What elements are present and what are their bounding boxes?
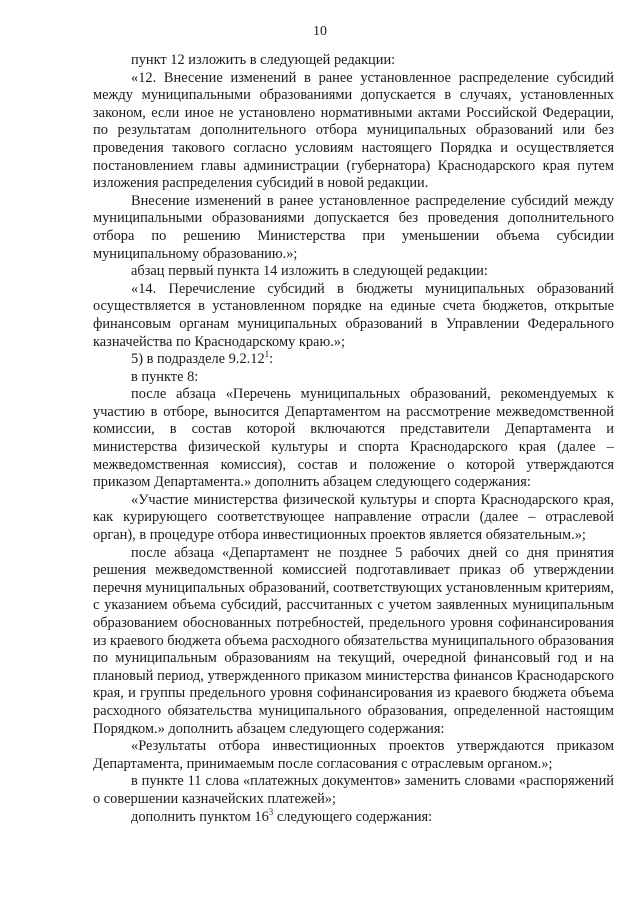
paragraph-6 [93,351,614,369]
paragraph-6-superscript: 1 [264,349,270,360]
paragraph-13-suffix: следующего содержания: [273,808,433,825]
document-body [93,52,614,826]
paragraph-12: в пункте 11 слова «платежных документов» заменить словами «распоряжений о совершении казначейских платежей»; [93,773,614,807]
page-number: 10 [313,24,327,39]
paragraph-7: в пункте 8: [131,368,199,385]
paragraph-1: пункт 12 изложить в следующей редакции: [131,52,396,68]
paragraph-13-text: дополнить пунктом 16 [131,808,269,825]
paragraph-2: «12. Внесение изменений в ранее установленное распределение субсидий между муниципальными образованиями допускается в случаях, установленных законом, если иное не установлено нормативными актами Российской Федерации, по результатам дополнительного отбора муниципальных образований или без проведения такового согласно условиям настоящего Порядка и осуществляется постановлением главы администрации (губернатора) Краснодарского края путем изложения распределения субсидий в новой редакции. [93,69,614,192]
paragraph-8: после абзаца «Перечень муниципальных образований, рекомендуемых к участию в отборе, выносится Департаментом на рассмотрение межведомственной комиссии, в состав которой включаются представители Департамента и министерства физической культуры и спорта Краснодарского края (далее – межведомственная комиссия), состав и положение о которой утверждаются приказом Департамента.» дополнить абзацем следующего содержания: [93,386,614,491]
paragraph-5: «14. Перечисление субсидий в бюджеты муниципальных образований осуществляется в установленном порядке на единые счета бюджетов, открытые финансовым органам муниципальных образований в Управлении Федерального казначейства по Краснодарскому краю.»; [93,280,614,350]
paragraph-13-superscript: 3 [268,806,274,817]
paragraph-6-text: 5) в подразделе 9.2.12 [131,351,265,368]
paragraph-11: «Результаты отбора инвестиционных проектов утверждаются приказом Департамента, принимаемым после согласования с отраслевым органом.»; [93,738,614,772]
paragraph-3: Внесение изменений в ранее установленное распределение субсидий между муниципальными образованиями допускается без проведения дополнительного отбора по решению Министерства при уменьшении объема субсидии муниципальному образованию.»; [93,192,614,262]
paragraph-6-suffix: : [269,351,274,368]
paragraph-4: абзац первый пункта 14 изложить в следующей редакции: [131,263,488,280]
paragraph-10: после абзаца «Департамент не позднее 5 рабочих дней со дня принятия решения межведомственной комиссией подготавливает приказ об утверждении перечня муниципальных образований, соответствующих установленным критериям, с указанием объема субсидий, рассчитанных с учетом заявленных муниципальным образованием обоснованных потребностей, предельного уровня софинансирования из краевого бюджета объема расходного обязательства муниципального образования по муниципальным образованиям на текущий, очередной финансовый год и на плановый период, утвержденного приказом министерства финансов Краснодарского края, и группы предельного уровня софинансирования из краевого бюджета объема расходного обязательства муниципального образования, определенной настоящим Порядком.» дополнить абзацем следующего содержания: [93,544,614,737]
paragraph-13 [93,806,614,827]
paragraph-9: «Участие министерства физической культуры и спорта Краснодарского края, как курирующего соответствующее направление отрасли (далее – отраслевой орган), в процедуре отбора инвестиционных проектов является обязательным.»; [93,491,614,544]
